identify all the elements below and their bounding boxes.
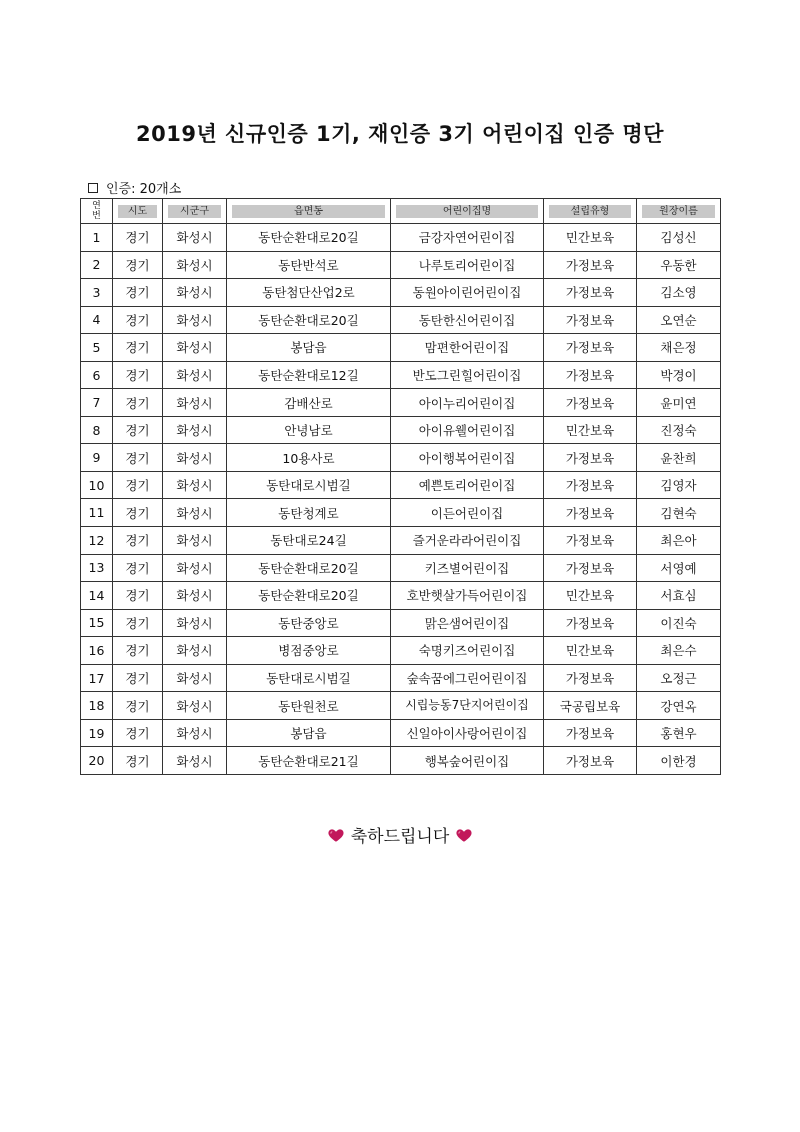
cell-center-name: 신일아이사랑어린이집 [391,719,544,747]
cell-eupmyeondong: 동탄순환대로21길 [227,747,391,775]
cell-type: 가정보육 [544,719,637,747]
cell-center-name: 반도그린힐어린이집 [391,361,544,389]
cell-director: 서효심 [637,582,721,610]
cell-type: 가정보육 [544,334,637,362]
cell-director: 김현숙 [637,499,721,527]
cell-sido: 경기 [113,609,163,637]
cell-director: 김영자 [637,471,721,499]
cell-sigungu: 화성시 [163,361,227,389]
cell-eupmyeondong: 10용사로 [227,444,391,472]
header-center-label: 어린이집명 [396,205,538,218]
cell-no: 1 [81,224,113,252]
cell-center-name: 키즈별어린이집 [391,554,544,582]
congratulations-text: 축하드립니다 [350,827,450,847]
cell-no: 8 [81,416,113,444]
cell-director: 박경이 [637,361,721,389]
table-row [81,306,721,334]
cell-type: 민간보육 [544,224,637,252]
cell-sigungu: 화성시 [163,719,227,747]
cell-sido: 경기 [113,306,163,334]
congratulations-footer [0,822,800,847]
cell-sigungu: 화성시 [163,471,227,499]
table-row [81,747,721,775]
cell-no: 15 [81,609,113,637]
cell-eupmyeondong: 감배산로 [227,389,391,417]
table-row [81,361,721,389]
cell-sido: 경기 [113,279,163,307]
cell-center-name: 동원아이린어린이집 [391,279,544,307]
cell-sigungu: 화성시 [163,389,227,417]
cell-type: 국공립보육 [544,692,637,720]
cell-no: 10 [81,471,113,499]
cell-no: 11 [81,499,113,527]
cell-director: 최은아 [637,527,721,555]
cell-center-name: 숲속꿈에그린어린이집 [391,664,544,692]
cell-type: 가정보육 [544,609,637,637]
cell-sigungu: 화성시 [163,444,227,472]
cell-sigungu: 화성시 [163,251,227,279]
table-row [81,609,721,637]
page-title: 2019년 신규인증 1기, 재인증 3기 어린이집 인증 명단 [136,122,664,146]
cell-director: 강연옥 [637,692,721,720]
cell-sido: 경기 [113,444,163,472]
cell-eupmyeondong: 동탄순환대로20길 [227,554,391,582]
cell-no: 20 [81,747,113,775]
table-row [81,444,721,472]
cell-type: 민간보육 [544,416,637,444]
cell-eupmyeondong: 봉담읍 [227,719,391,747]
cell-director: 서영예 [637,554,721,582]
cell-no: 6 [81,361,113,389]
cell-sigungu: 화성시 [163,416,227,444]
table-row [81,416,721,444]
cell-sido: 경기 [113,416,163,444]
cell-sido: 경기 [113,637,163,665]
cell-sigungu: 화성시 [163,609,227,637]
cell-no: 9 [81,444,113,472]
table-row [81,389,721,417]
certification-count-text: 인증: 20개소 [106,182,182,197]
cell-director: 홍현우 [637,719,721,747]
cell-no: 16 [81,637,113,665]
cell-center-name: 시립능동7단지어린이집 [391,692,544,720]
cell-center-name: 예쁜토리어린이집 [391,471,544,499]
cell-sido: 경기 [113,224,163,252]
cell-no: 13 [81,554,113,582]
cell-no: 12 [81,527,113,555]
table-row [81,554,721,582]
cell-director: 윤미연 [637,389,721,417]
cell-sido: 경기 [113,499,163,527]
cell-no: 3 [81,279,113,307]
table-row [81,664,721,692]
cell-sido: 경기 [113,692,163,720]
cell-sigungu: 화성시 [163,692,227,720]
cell-sido: 경기 [113,582,163,610]
header-no-label: 연번 [92,201,101,221]
header-director [637,199,721,224]
cell-sido: 경기 [113,664,163,692]
cell-eupmyeondong: 병점중앙로 [227,637,391,665]
header-type-label: 설립유형 [549,205,631,218]
cell-sigungu: 화성시 [163,306,227,334]
cell-no: 2 [81,251,113,279]
cell-center-name: 이든어린이집 [391,499,544,527]
table-row [81,719,721,747]
cell-center-name: 즐거운라라어린이집 [391,527,544,555]
cell-eupmyeondong: 동탄대로24길 [227,527,391,555]
cell-sido: 경기 [113,471,163,499]
cell-director: 우동한 [637,251,721,279]
cell-center-name: 행복숲어린이집 [391,747,544,775]
cell-center-name: 나루토리어린이집 [391,251,544,279]
header-sido [113,199,163,224]
cell-eupmyeondong: 안녕남로 [227,416,391,444]
cell-type: 민간보육 [544,637,637,665]
cell-sigungu: 화성시 [163,582,227,610]
cell-sido: 경기 [113,361,163,389]
cell-eupmyeondong: 동탄첨단산업2로 [227,279,391,307]
cell-sigungu: 화성시 [163,499,227,527]
cell-sigungu: 화성시 [163,334,227,362]
cell-center-name: 아이행복어린이집 [391,444,544,472]
cell-type: 가정보육 [544,251,637,279]
cell-director: 진정숙 [637,416,721,444]
cell-eupmyeondong: 동탄대로시범길 [227,664,391,692]
header-center [391,199,544,224]
header-eupmyeondong [227,199,391,224]
cell-center-name: 아이누리어린이집 [391,389,544,417]
cell-no: 19 [81,719,113,747]
cell-director: 오정근 [637,664,721,692]
table-row [81,582,721,610]
table-row [81,527,721,555]
cell-director: 최은수 [637,637,721,665]
cell-director: 윤찬희 [637,444,721,472]
cell-eupmyeondong: 동탄반석로 [227,251,391,279]
table-row [81,334,721,362]
cell-sigungu: 화성시 [163,279,227,307]
cell-center-name: 아이유웰어린이집 [391,416,544,444]
table-row [81,499,721,527]
cell-type: 가정보육 [544,664,637,692]
cell-no: 5 [81,334,113,362]
cell-no: 17 [81,664,113,692]
cell-sido: 경기 [113,334,163,362]
cell-no: 18 [81,692,113,720]
heart-icon [327,826,345,844]
cell-eupmyeondong: 동탄원천로 [227,692,391,720]
cell-director: 김소영 [637,279,721,307]
cell-eupmyeondong: 동탄순환대로20길 [227,582,391,610]
certification-table [80,198,721,775]
heart-icon [455,826,473,844]
cell-type: 가정보육 [544,361,637,389]
cell-sido: 경기 [113,527,163,555]
cell-center-name: 금강자연어린이집 [391,224,544,252]
cell-eupmyeondong: 동탄대로시범길 [227,471,391,499]
header-eupmyeondong-label: 읍면동 [232,205,385,218]
cell-type: 민간보육 [544,582,637,610]
table-row [81,692,721,720]
cell-sigungu: 화성시 [163,527,227,555]
certification-count [88,178,181,197]
cell-director: 김성신 [637,224,721,252]
cell-type: 가정보육 [544,554,637,582]
cell-eupmyeondong: 동탄순환대로20길 [227,306,391,334]
cell-center-name: 맘편한어린이집 [391,334,544,362]
table-row [81,251,721,279]
cell-director: 이진숙 [637,609,721,637]
cell-sido: 경기 [113,747,163,775]
table-row [81,637,721,665]
header-no [81,199,113,224]
cell-sigungu: 화성시 [163,747,227,775]
cell-center-name: 맑은샘어린이집 [391,609,544,637]
cell-sido: 경기 [113,251,163,279]
cell-no: 14 [81,582,113,610]
cell-center-name: 동탄한신어린이집 [391,306,544,334]
table-row [81,279,721,307]
table-row [81,471,721,499]
cell-sido: 경기 [113,554,163,582]
cell-type: 가정보육 [544,444,637,472]
cell-sigungu: 화성시 [163,637,227,665]
table-header-row [81,199,721,224]
cell-sido: 경기 [113,389,163,417]
cell-eupmyeondong: 동탄순환대로12길 [227,361,391,389]
cell-type: 가정보육 [544,389,637,417]
square-icon [88,183,98,193]
header-director-label: 원장이름 [642,205,715,218]
cell-director: 채은정 [637,334,721,362]
cell-no: 7 [81,389,113,417]
cell-type: 가정보육 [544,499,637,527]
cell-center-name: 호반햇살가득어린이집 [391,582,544,610]
table-row [81,224,721,252]
table-body [81,224,721,775]
cell-sigungu: 화성시 [163,554,227,582]
cell-director: 오연순 [637,306,721,334]
cell-type: 가정보육 [544,306,637,334]
cell-eupmyeondong: 동탄순환대로20길 [227,224,391,252]
cell-type: 가정보육 [544,747,637,775]
cell-sigungu: 화성시 [163,224,227,252]
cell-eupmyeondong: 봉담읍 [227,334,391,362]
header-sigungu-label: 시군구 [168,205,221,218]
cell-eupmyeondong: 동탄청계로 [227,499,391,527]
cell-type: 가정보육 [544,527,637,555]
cell-center-name: 숙명키즈어린이집 [391,637,544,665]
cell-director: 이한경 [637,747,721,775]
header-type [544,199,637,224]
cell-sido: 경기 [113,719,163,747]
header-sigungu [163,199,227,224]
cell-type: 가정보육 [544,471,637,499]
cell-no: 4 [81,306,113,334]
cell-type: 가정보육 [544,279,637,307]
cell-eupmyeondong: 동탄중앙로 [227,609,391,637]
cell-sigungu: 화성시 [163,664,227,692]
header-sido-label: 시도 [118,205,157,218]
